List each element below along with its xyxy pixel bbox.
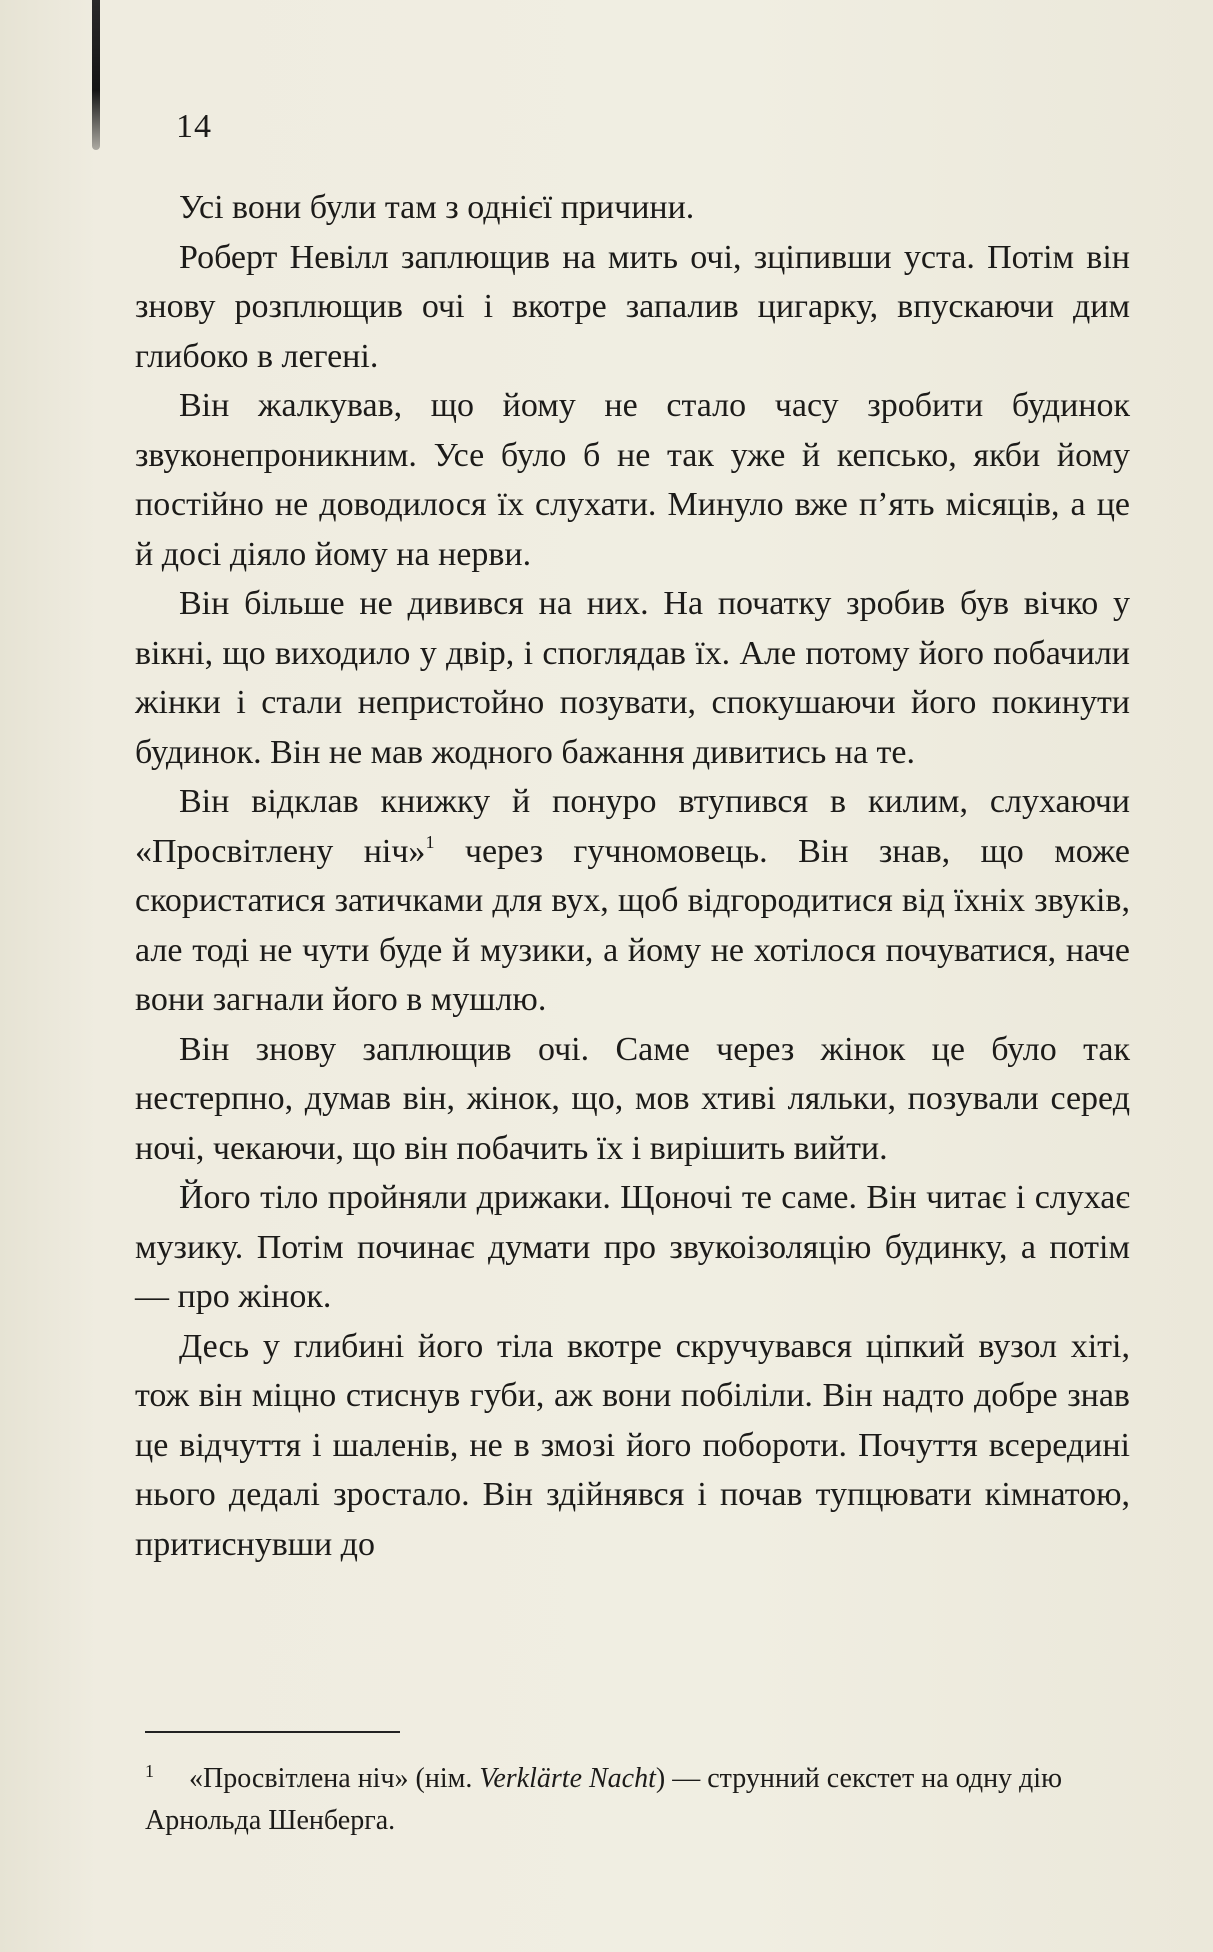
footnote-original-title: Verklärte Nacht xyxy=(479,1763,656,1794)
footnote-reference[interactable]: 1 xyxy=(425,831,435,852)
paragraph-5 xyxy=(135,777,1130,1025)
footnote-divider xyxy=(145,1731,400,1733)
body-text xyxy=(135,183,1130,1569)
page-number: 14 xyxy=(176,108,212,145)
paragraph-5-after: через гучномовець. Він знав, що може скористатися затичками для вух, щоб відгородитися від їхніх звуків, але тоді не чути буде й музики, а йому не хотілося почуватися, наче вони загнали його в мушлю. xyxy=(135,832,1130,1018)
footnote-rest: ) — струнний секстет на одну дію Арнольда Шенберга. xyxy=(145,1763,1062,1836)
footnote xyxy=(145,1750,1130,1842)
paragraph-7: Його тіло пройняли дрижаки. Щоночі те саме. Він читає і слухає музику. Потім починає думати про звукоізоляцію будинку, а потім — про жінок. xyxy=(135,1179,1130,1315)
paragraph-8: Десь у глибині його тіла вкотре скручувався ціпкий вузол хіті, тож він міцно стиснув губи, аж вони побіліли. Він надто добре знав це відчуття і шаленів, не в змозі його побороти. Почуття всередині нього дедалі зростало. Він здійнявся і почав тупцювати кімнатою, притиснувши до xyxy=(135,1327,1130,1563)
footnote-title: «Просвітлена ніч» xyxy=(189,1763,409,1794)
footnote-lang-note: (нім. xyxy=(408,1763,480,1794)
paragraph-5-before: Він відклав книжку й понуро втупився в килим, слухаючи «Просвітлену ніч» xyxy=(135,783,1130,870)
paragraph-6: Він знову заплющив очі. Саме через жінок це було так нестерпно, думав він, жінок, що, мов хтиві ляльки, позували серед ночі, чекаючи, що він побачить їх і вирішить вийти. xyxy=(135,1030,1130,1167)
paragraph-1: Усі вони були там з однієї причини. xyxy=(179,189,695,226)
binding-shadow xyxy=(92,0,100,150)
paragraph-4: Він більше не дивився на них. На початку зробив був вічко у вікні, що виходило у двір, і споглядав їх. Але потому його побачили жінки і стали непристойно позувати, спокушаючи його покинути будинок. Він не мав жодного бажання дивитись на те. xyxy=(135,585,1130,771)
paragraph-2: Роберт Невілл заплющив на мить очі, зціпивши уста. Потім він знову розплющив очі і вкотре запалив цигарку, впускаючи дим глибоко в легені. xyxy=(135,238,1130,375)
footnote-marker: 1 xyxy=(145,1761,154,1781)
paragraph-3: Він жалкував, що йому не стало часу зробити будинок звуконепроникним. Усе було б не так уже й кепсько, якби йому постійно не доводилося їх слухати. Минуло вже п’ять місяців, а це й досі діяло йому на нерви. xyxy=(135,387,1130,573)
